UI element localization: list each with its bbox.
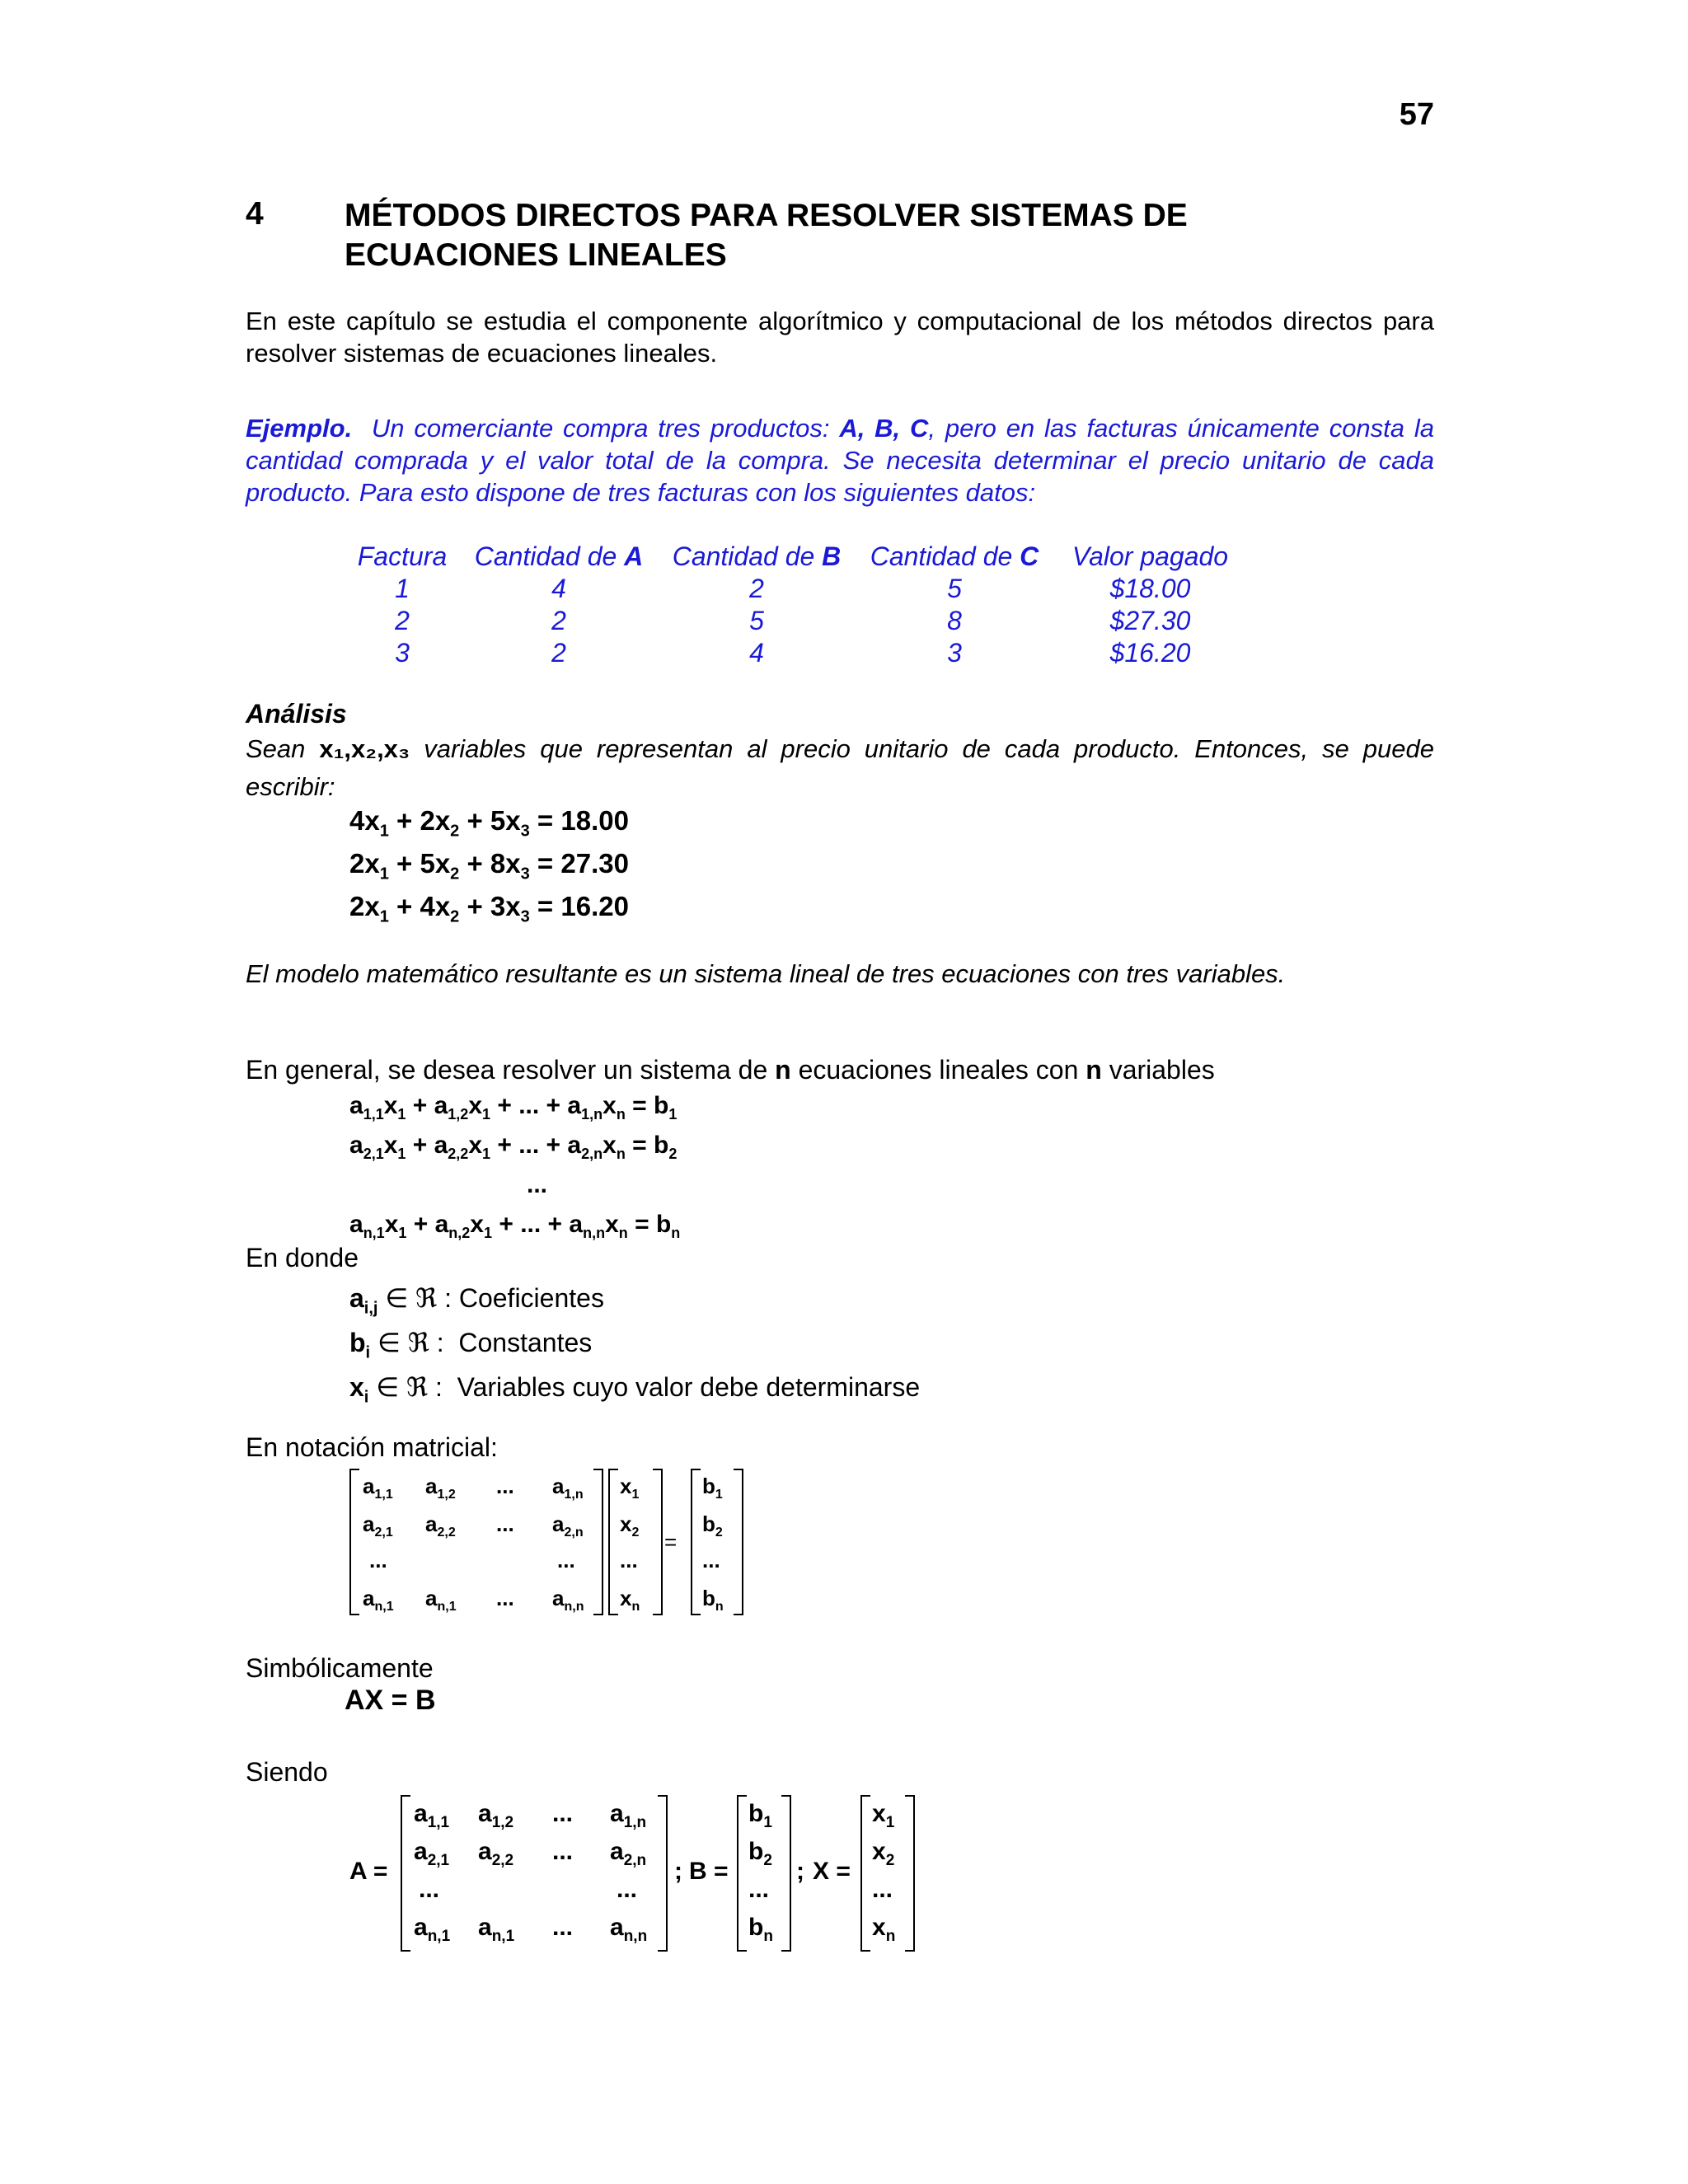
table-cell: 8 (947, 606, 962, 635)
table-cell: 5 (947, 574, 962, 603)
label-x: X = (813, 1858, 851, 1885)
bracket (737, 1795, 747, 1952)
table-cell: 4 (749, 638, 764, 668)
matrix-definitions: A = $a_{1,1}$ $a_{1,2}$ ... $a_{1,n}$ $a_{2,1}$ $a_{2,2}$ ... $a_{2,n}$ ... ... $a_{n,1}$ $a_{n,1}$ ... $a_{n,n}$ ; B = $b_1$ $b_2$ ... $b_n$ ; X = $x_1$ $x_2$ ... $x_n$ (349, 1795, 926, 1952)
table-row (345, 573, 1247, 605)
matrix-notation-label: En notación matricial: (246, 1432, 498, 1462)
analysis-heading: Análisis (246, 699, 347, 729)
general-statement: En general, se desea resolver un sistema de n ecuaciones lineales con n variables (246, 1055, 1215, 1085)
table-cell: 3 (947, 638, 962, 668)
table-cell: $27.30 (1109, 606, 1191, 635)
bracket (401, 1795, 410, 1952)
bracket (653, 1469, 663, 1615)
bracket (691, 1469, 701, 1615)
header-factura: Factura (357, 541, 448, 571)
symbolic-label: Simbólicamente (246, 1653, 434, 1683)
bracket (608, 1469, 618, 1615)
general-equation-2: $a_{2,1}x_1 + a_{2,2}x_1$ + ... + $a_{2,n}x_n = b_2$ (349, 1132, 678, 1162)
bracket (349, 1469, 359, 1615)
general-equation-dots: ... (527, 1171, 548, 1198)
analysis-text-1: Sean (246, 734, 306, 763)
label-b: B = (689, 1858, 729, 1885)
header-cantidad-c: Cantidad de C (870, 541, 1039, 571)
example-text-1: Un comerciante compra tres productos: (371, 414, 830, 443)
analysis-paragraph (246, 730, 1434, 806)
definition-variables: $x_i$ ∈ ℜ : Variables cuyo valor debe determinarse (349, 1372, 921, 1407)
equation-3: $2x_1 + 4x_2 + 3x_3 = 16.20$ (349, 891, 629, 926)
bracket (860, 1795, 870, 1952)
equation-1: $4x_1 + 2x_2 + 5x_3 = 18.00$ (349, 805, 629, 841)
table-cell: 2 (551, 638, 566, 668)
en-donde-label: En donde (246, 1243, 359, 1272)
example-text-2: , pero en las facturas únicamente consta la cantidad comprada y el valor total de la compra. Se necesita determinar el precio unitario de cada producto. Para esto dispone de tres facturas con los siguientes datos: (246, 414, 1434, 507)
header-cantidad-b: Cantidad de B (672, 541, 842, 571)
general-equation-n: $a_{n,1}x_1 + a_{n,2}x_1$ + ... + $a_{n,n}x_n = b_n$ (349, 1211, 681, 1241)
symbolic-equation: AX = B (345, 1685, 436, 1716)
n-symbol: n (1085, 1055, 1102, 1085)
label-a: A = (349, 1858, 388, 1885)
definition-constantes: $b_i$ ∈ ℜ : Constantes (349, 1328, 593, 1362)
bracket (658, 1795, 668, 1952)
table-cell: $16.20 (1109, 638, 1191, 668)
table-cell: 3 (395, 638, 410, 668)
example-label: Ejemplo. (246, 414, 353, 443)
general-equation-1: $a_{1,1}x_1 + a_{1,2}x_1$ + ... + $a_{1,n}x_n = b_1$ (349, 1092, 678, 1122)
example-products: A, B, C (839, 414, 929, 443)
example-paragraph (246, 412, 1434, 509)
equation-system (349, 799, 629, 928)
matrix-equation: $a_{1,1}$ $a_{1,2}$ ... $a_{1,n}$ $a_{2,1}$ $a_{2,2}$ ... $a_{2,n}$ ... ... $a_{n,1}$ $a_{n,1}$ ... $a_{n,n}$ $x_1$ $x_2$ ... $x_n$ = $b_1$ $b_2$ ... $b_n$ (349, 1469, 745, 1617)
equation-2: $2x_1 + 5x_2 + 8x_3 = 27.30$ (349, 848, 629, 883)
chapter-number: 4 (246, 196, 264, 232)
conclusion-text: El modelo matemático resultante es un sistema lineal de tres ecuaciones con tres variables. (246, 959, 1286, 988)
table-row (345, 637, 1247, 669)
page-number: 57 (1399, 97, 1434, 132)
analysis-text-2: variables que representan al precio unitario de cada producto. Entonces, se puede escribir: (246, 734, 1434, 801)
chapter-title: MÉTODOS DIRECTOS PARA RESOLVER SISTEMAS DE ECUACIONES LINEALES (345, 198, 1188, 273)
bracket (905, 1795, 915, 1952)
table-cell: 2 (395, 606, 410, 635)
table-row (345, 605, 1247, 637)
table-cell: 1 (395, 574, 410, 603)
bracket (734, 1469, 743, 1615)
bracket (593, 1469, 603, 1615)
siendo-label: Siendo (246, 1757, 328, 1787)
table-cell: $18.00 (1109, 574, 1191, 603)
table-cell: 4 (551, 574, 566, 603)
definition-coeficientes: $a_{i,j}$ ∈ ℜ : Coeficientes (349, 1283, 604, 1318)
invoice-header-row (345, 541, 1247, 573)
table-cell: 2 (551, 606, 566, 635)
header-valor-pagado: Valor pagado (1071, 541, 1229, 571)
header-cantidad-a: Cantidad de A (474, 541, 644, 571)
table-cell: 5 (749, 606, 764, 635)
bracket (781, 1795, 791, 1952)
general-equations (349, 1086, 680, 1244)
intro-paragraph: En este capítulo se estudia el componente algorítmico y computacional de los métodos directos para resolver sistemas de ecuaciones lineales. (246, 307, 1434, 368)
n-symbol: n (775, 1055, 791, 1085)
definitions-list (349, 1276, 920, 1409)
invoice-table (345, 541, 1247, 669)
table-cell: 2 (749, 574, 764, 603)
analysis-vars: x₁,x₂,x₃ (319, 734, 410, 763)
